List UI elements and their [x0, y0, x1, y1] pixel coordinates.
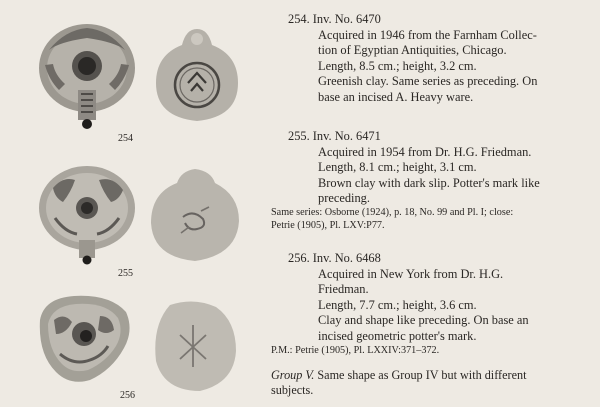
group-label: Group V.: [271, 368, 315, 382]
lamp-255-base-photo: [145, 165, 245, 265]
entry-line: incised geometric potter's mark.: [318, 328, 477, 343]
entry-line: base an incised A. Heavy ware.: [318, 89, 474, 104]
entry-line: Length, 8.5 cm.; height, 3.2 cm.: [318, 58, 477, 73]
entry-heading: [271, 129, 596, 145]
lamp-254-top-photo: [35, 20, 140, 132]
entry-line: tion of Egyptian Antiquities, Chicago.: [318, 43, 507, 58]
catalogue-entry-256: [271, 251, 596, 357]
entry-line: Acquired in 1946 from the Farnham Collec-: [318, 27, 537, 42]
figure-number: 256: [120, 390, 135, 401]
entry-line: Length, 7.7 cm.; height, 3.6 cm.: [318, 297, 477, 312]
figure-number: 255: [118, 268, 133, 279]
entry-number: 255.: [288, 129, 310, 143]
entry-number: 256.: [288, 251, 310, 265]
lamp-256-top-photo: [30, 290, 140, 395]
bibliography-note: P.M.: Petrie (1905), Pl. LXXIV:371–372.: [271, 344, 440, 356]
catalogue-entry-255: [271, 129, 596, 232]
catalogue-entry-254: [271, 12, 596, 106]
entry-line: preceding.: [318, 191, 370, 206]
group-line: subjects.: [271, 383, 314, 397]
entry-line: Greenish clay. Same series as preceding. On: [318, 74, 538, 89]
inventory-number: Inv. No. 6470: [312, 12, 381, 26]
inventory-number: Inv. No. 6471: [312, 129, 381, 143]
figure-number: 254: [118, 133, 133, 144]
entry-heading: [271, 12, 596, 28]
bibliography-note: Same series: Osborne (1924), p. 18, No. 99 and Pl. I; close:: [271, 206, 514, 218]
entry-number: 254.: [288, 12, 310, 26]
plates-column: [0, 0, 270, 407]
entry-heading: [271, 251, 596, 267]
bibliography-note: Petrie (1905), Pl. LXV:P77.: [271, 219, 385, 231]
entry-line: Friedman.: [318, 282, 369, 297]
entry-line: Length, 8.1 cm.; height, 3.1 cm.: [318, 160, 477, 175]
group-heading-block: [271, 368, 596, 398]
entry-line: Clay and shape like preceding. On base an: [318, 313, 529, 328]
lamp-256-base-photo: [150, 295, 240, 395]
inventory-number: Inv. No. 6468: [312, 251, 381, 265]
entry-line: Brown clay with dark slip. Potter's mark like: [318, 175, 540, 190]
lamp-255-top-photo: [35, 162, 140, 270]
group-line: [271, 368, 596, 383]
lamp-254-base-photo: [150, 25, 245, 125]
group-text: Same shape as Group IV but with different: [314, 368, 527, 382]
entry-line: Acquired in 1954 from Dr. H.G. Friedman.: [318, 144, 532, 159]
entry-line: Acquired in New York from Dr. H.G.: [318, 266, 504, 281]
